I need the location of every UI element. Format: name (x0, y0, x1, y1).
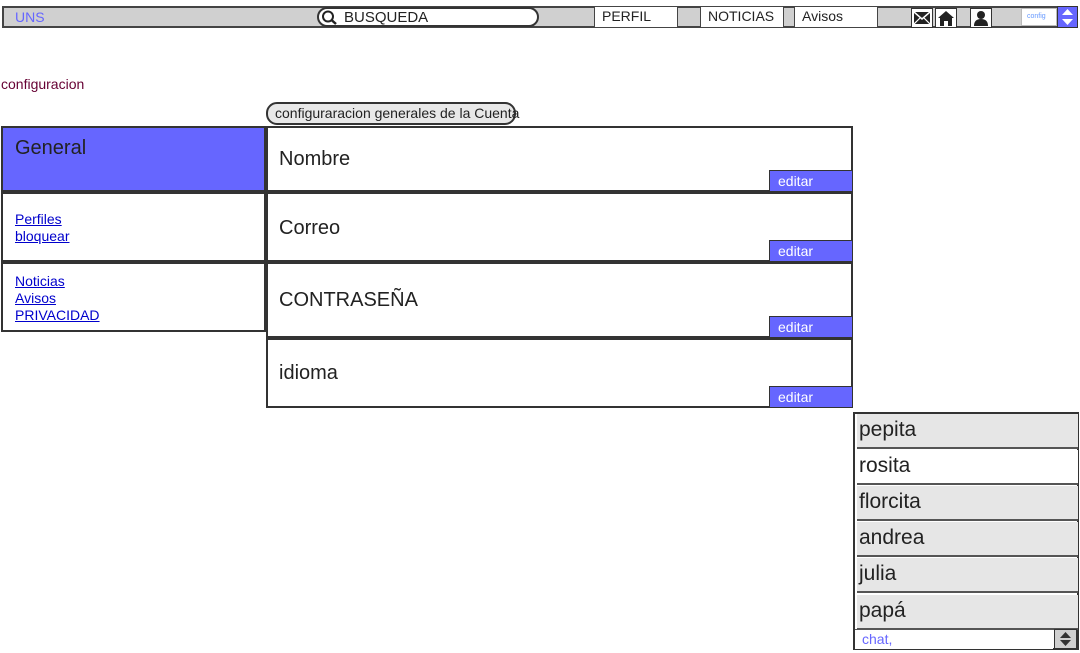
chat-contact-rosita[interactable]: rosita (857, 450, 1078, 485)
chat-contact-andrea[interactable]: andrea (857, 522, 1078, 557)
section-tab-label: configuraracion generales de la Cuenta (275, 105, 520, 121)
sidebar-link-avisos[interactable]: Avisos (15, 290, 56, 306)
setting-label-nombre: Nombre (279, 148, 351, 170)
mail-button[interactable] (911, 8, 933, 28)
config-label: config (1027, 13, 1046, 20)
chat-contact-florcita[interactable]: florcita (857, 486, 1078, 521)
nav-perfil[interactable]: PERFIL (594, 6, 678, 28)
profile-button[interactable] (970, 8, 992, 28)
chat-contact-papa[interactable]: papá (857, 595, 1078, 630)
top-bar (2, 6, 1078, 28)
up-down-arrows-icon (1058, 7, 1077, 27)
config-select-toggle[interactable] (1057, 6, 1078, 28)
chat-contact-julia[interactable]: julia (857, 558, 1078, 593)
chat-scroll-toggle[interactable] (1054, 629, 1077, 649)
setting-row-idioma (266, 338, 853, 408)
sidebar-group-account (1, 192, 266, 262)
setting-row-nombre (266, 126, 853, 192)
brand-logo[interactable]: UNS (15, 9, 45, 25)
setting-label-correo: Correo (279, 217, 341, 239)
search-icon (321, 10, 339, 25)
mail-icon (914, 12, 930, 24)
sidebar-general-label: General (15, 137, 87, 159)
chat-panel (853, 412, 1079, 650)
sidebar-link-perfiles[interactable]: Perfiles (15, 211, 62, 227)
setting-row-correo (266, 192, 853, 262)
edit-contrasena-button[interactable]: editar (769, 316, 853, 338)
setting-row-contrasena (266, 262, 853, 338)
sidebar-item-general[interactable] (1, 126, 266, 192)
up-down-arrows-icon (1055, 630, 1076, 648)
search-input[interactable]: BUSQUEDA (344, 9, 429, 26)
setting-label-idioma: idioma (279, 362, 338, 384)
chat-contact-pepita[interactable]: pepita (857, 414, 1078, 449)
chat-input[interactable] (855, 629, 1053, 649)
chat-input-value: chat, (862, 631, 893, 647)
nav-noticias[interactable]: NOTICIAS (700, 6, 784, 28)
page-title: configuracion (1, 76, 85, 92)
sidebar-link-bloquear[interactable]: bloquear (15, 228, 70, 244)
home-button[interactable] (935, 8, 957, 28)
sidebar-link-privacidad[interactable]: PRIVACIDAD (15, 307, 100, 323)
search-bar[interactable] (317, 7, 539, 27)
edit-idioma-button[interactable]: editar (769, 386, 853, 408)
nav-avisos[interactable]: Avisos (794, 6, 878, 28)
sidebar-group-content (1, 262, 266, 332)
edit-correo-button[interactable]: editar (769, 240, 853, 262)
edit-nombre-button[interactable]: editar (769, 170, 853, 192)
setting-label-contrasena: CONTRASEÑA (279, 289, 418, 311)
sidebar-link-noticias[interactable]: Noticias (15, 273, 65, 289)
user-icon (974, 11, 988, 26)
home-icon (938, 11, 954, 26)
config-select[interactable] (1021, 8, 1057, 26)
